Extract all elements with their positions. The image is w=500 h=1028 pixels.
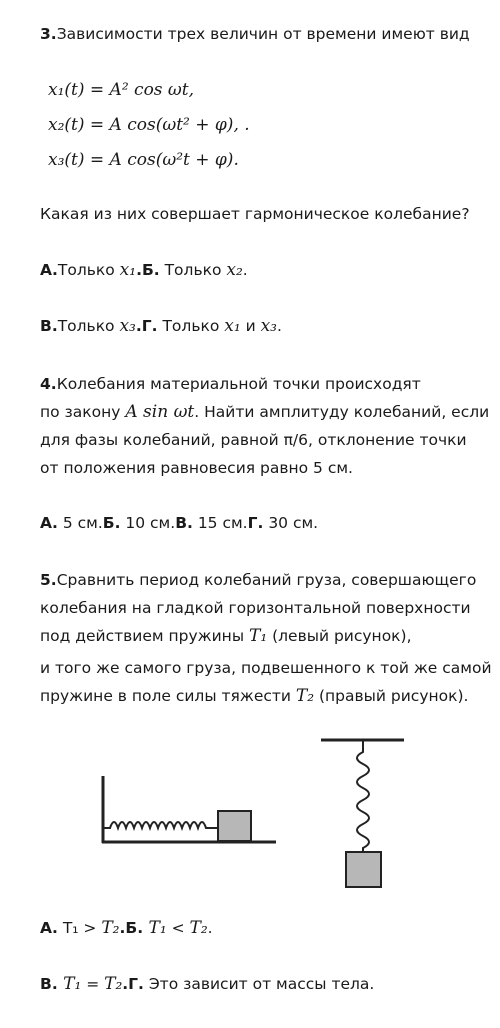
q3-answer-a-var: x₁ [119, 260, 137, 280]
q5-answer-v-var1: T₁ [57, 974, 82, 994]
q5-answer-b-var2: T₂ [189, 918, 208, 938]
q3-equation-2: x₂(t) = A cos(ωt² + φ), . [48, 115, 250, 135]
q5-line-3-pre: под действием пружины [40, 627, 249, 645]
q4-answer-a-text: 5 см. [57, 514, 103, 532]
q4-answer-b-letter: Б. [102, 514, 121, 532]
q4-answer-b-text: 10 см. [120, 514, 176, 532]
q4-answer-a-letter: А. [40, 514, 58, 532]
q3-answer-b-letter: .Б. [136, 261, 160, 279]
q4-line-3: для фазы колебаний, равной π/6, отклонение точки [40, 431, 467, 449]
q3-answer-g-text: Только [157, 317, 225, 335]
q4-formula: A sin ωt [125, 402, 195, 422]
q3-answer-g-var1: x₁ [224, 316, 241, 336]
q3-answer-g-letter: .Г. [135, 317, 158, 335]
q4-answer-g-letter: Г. [247, 514, 264, 532]
q5-answers-vg [40, 972, 482, 996]
q5-answer-g-letter: .Г. [122, 975, 144, 993]
q3-equation-1: x₁(t) = A² cos ωt, [48, 80, 195, 100]
q3-answer-b-var: x₂ [226, 260, 243, 280]
q5-var-t2: T₂ [295, 686, 315, 706]
q4-line-2-post: . Найти амплитуду колебаний, если [194, 403, 490, 421]
q3-question: Какая из них совершает гармоническое колебание? [40, 205, 470, 223]
q4-number: 4. [40, 375, 57, 393]
q5-line-5-pre: пружине в поле силы тяжести [40, 687, 296, 705]
hanging-block [346, 852, 381, 887]
q5-line-4: и того же самого груза, подвешенного к той же самой [40, 659, 492, 677]
horizontal-spring-figure [102, 776, 276, 843]
q5-answer-b-mid: < [166, 919, 190, 937]
q5-answer-b-end: . [207, 919, 213, 937]
q5-answer-b-letter: .Б. [119, 919, 144, 937]
q5-line-5-post: (правый рисунок). [314, 687, 469, 705]
q3-answer-b-text: Только [159, 261, 227, 279]
vertical-spring-figure [321, 740, 404, 887]
horizontal-spring [104, 822, 218, 828]
q4-line-1-text: Колебания материальной точки происходят [56, 375, 421, 393]
q5-var-t1: T₁ [249, 626, 268, 646]
q5-line-2: колебания на гладкой горизонтальной поверхности [40, 599, 471, 617]
q3-answer-a-text: Только [57, 261, 120, 279]
q3-answer-a-letter: А. [40, 261, 58, 279]
q3-title-text: Зависимости трех величин от времени имеют вид [56, 25, 470, 43]
q3-answer-v-letter: В. [40, 317, 58, 335]
q5-line-3-post: (левый рисунок), [267, 627, 412, 645]
q3-answer-b-end: . [242, 261, 248, 279]
q4-line-2-pre: по закону [40, 403, 126, 421]
q5-answer-a-var: T₂ [101, 918, 120, 938]
q5-answer-b-var1: T₁ [143, 918, 167, 938]
vertical-spring [357, 741, 369, 852]
q4-line-4: от положения равновесия равно 5 см. [40, 459, 353, 477]
q5-answer-a-letter: А. [40, 919, 58, 937]
horizontal-block [218, 811, 251, 841]
q5-answer-a-text: T₁ > [57, 919, 102, 937]
q5-answer-v-letter: В. [40, 975, 58, 993]
q3-answer-v-var: x₃ [119, 316, 136, 336]
q4-answer-v-text: 15 см. [192, 514, 248, 532]
q5-answer-v-var2: T₂ [104, 974, 123, 994]
q3-answer-g-end: . [276, 317, 282, 335]
q3-answer-g-var2: x₃ [260, 316, 277, 336]
q5-answer-g-text: Это зависит от массы тела. [143, 975, 375, 993]
q5-line-1-text: Сравнить период колебаний груза, совершающего [56, 571, 477, 589]
q4-answer-v-letter: В. [175, 514, 193, 532]
q5-number: 5. [40, 571, 57, 589]
q4-answer-g-text: 30 см. [263, 514, 319, 532]
q3-number: 3. [40, 25, 57, 43]
q3-equation-3: x₃(t) = A cos(ω²t + φ). [48, 150, 239, 170]
q5-answers-ab [40, 916, 482, 940]
q5-answer-v-mid: = [81, 975, 105, 993]
q3-answer-g-and: и [240, 317, 261, 335]
q3-answer-v-text: Только [57, 317, 120, 335]
